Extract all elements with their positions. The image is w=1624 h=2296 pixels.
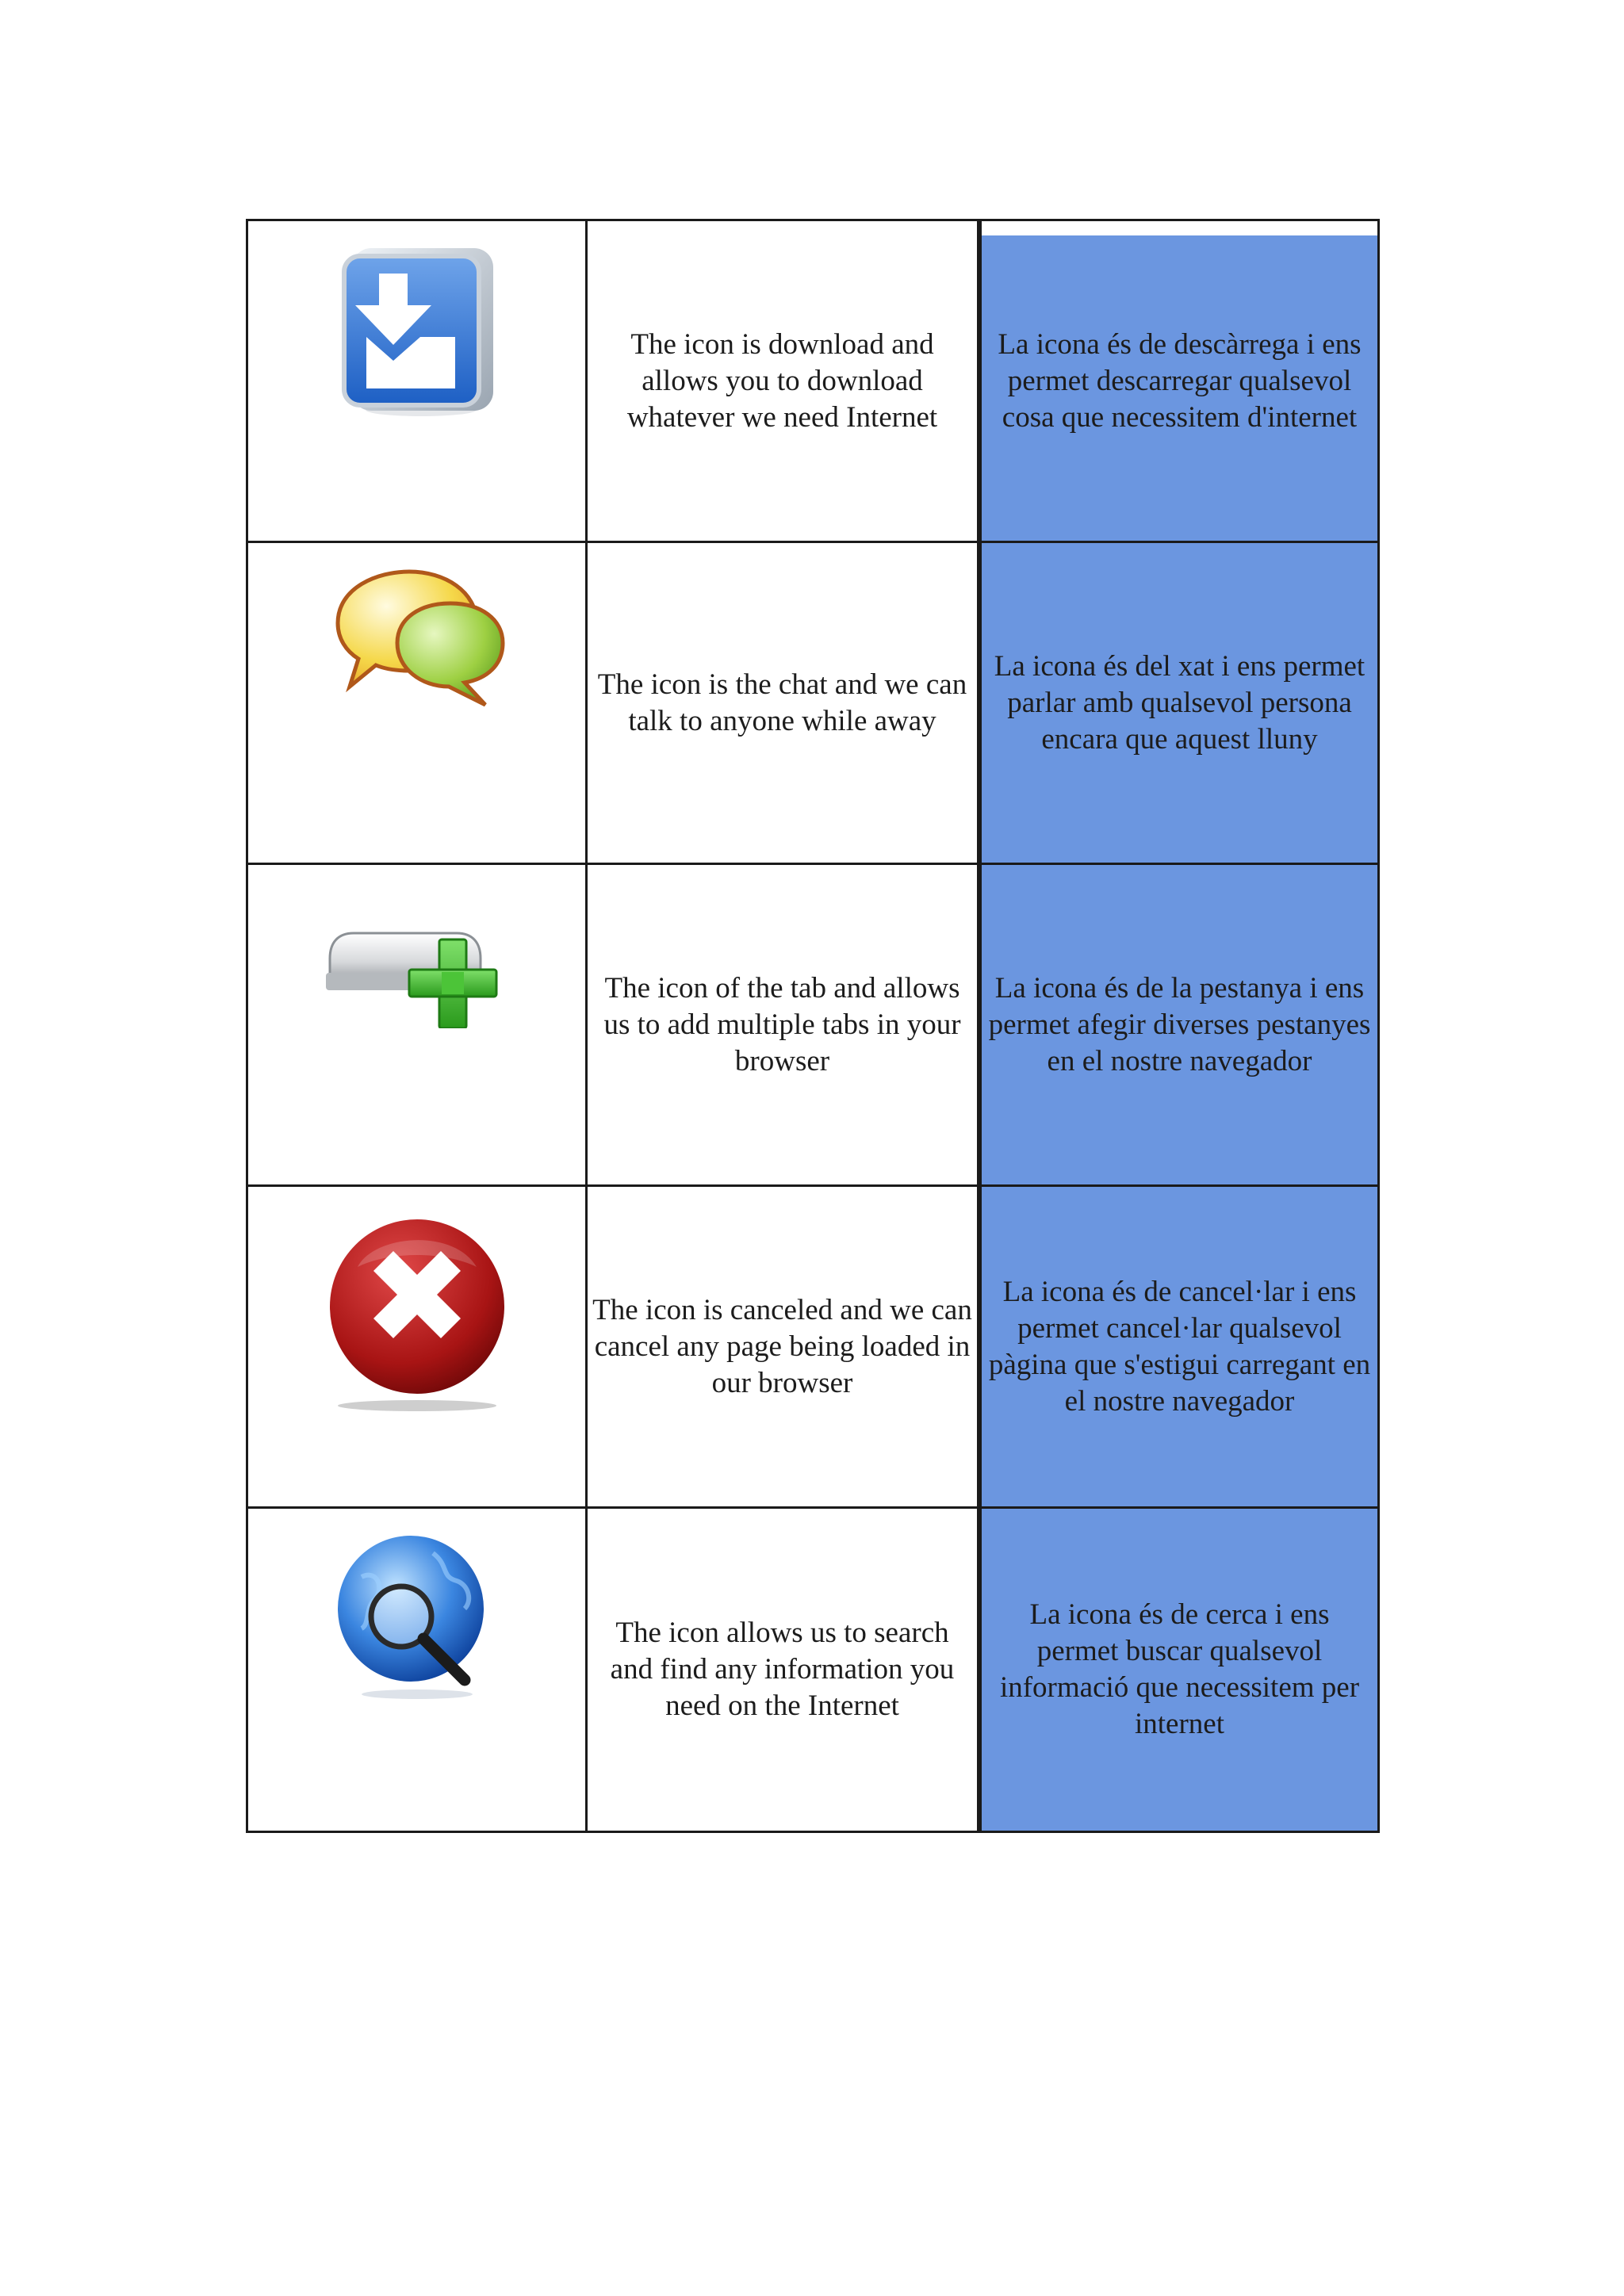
english-text: The icon allows us to search and find any information you need on the Internet — [610, 1617, 955, 1722]
english-description — [588, 1187, 979, 1509]
chat-icon — [322, 564, 512, 714]
catalan-description — [979, 543, 1377, 865]
english-text: The icon of the tab and allows us to add multiple tabs in your browser — [603, 971, 961, 1077]
catalan-text: La icona és de descàrrega i ens permet descarregar qualsevol cosa que necessitem d'internet — [998, 327, 1362, 434]
cancel-icon — [326, 1207, 508, 1422]
catalan-text: La icona és de cancel·lar i ens permet cancel·lar qualsevol pàgina que s'estigui carregant en el nostre navegador — [988, 1275, 1371, 1418]
catalan-description — [979, 221, 1377, 543]
icon-cell-download — [248, 221, 588, 543]
search-icon — [338, 1529, 496, 1704]
icon-table — [246, 219, 1380, 1833]
english-description — [588, 1509, 979, 1831]
icon-cell-new-tab — [248, 865, 588, 1187]
english-text: The icon is download and allows you to download whatever we need Internet — [626, 327, 938, 434]
english-text: The icon is canceled and we can cancel any page being loaded in our browser — [592, 1293, 972, 1399]
catalan-description — [979, 1509, 1377, 1831]
english-description — [588, 543, 979, 865]
icon-cell-cancel — [248, 1187, 588, 1509]
catalan-text: La icona és de la pestanya i ens permet afegir diverses pestanyes en el nostre navegador — [988, 971, 1371, 1077]
english-text: The icon is the chat and we can talk to anyone while away — [597, 668, 967, 737]
icon-cell-search — [248, 1509, 588, 1831]
icon-cell-chat — [248, 543, 588, 865]
english-description — [588, 221, 979, 543]
catalan-text: La icona és del xat i ens permet parlar amb qualsevol persona encara que aquest lluny — [994, 649, 1365, 756]
download-icon — [338, 242, 496, 424]
catalan-description — [979, 865, 1377, 1187]
english-description — [588, 865, 979, 1187]
new-tab-icon — [322, 886, 512, 1028]
catalan-description — [979, 1187, 1377, 1509]
catalan-text: La icona és de cerca i ens permet buscar qualsevol informació que necessitem per internet — [999, 1598, 1360, 1740]
